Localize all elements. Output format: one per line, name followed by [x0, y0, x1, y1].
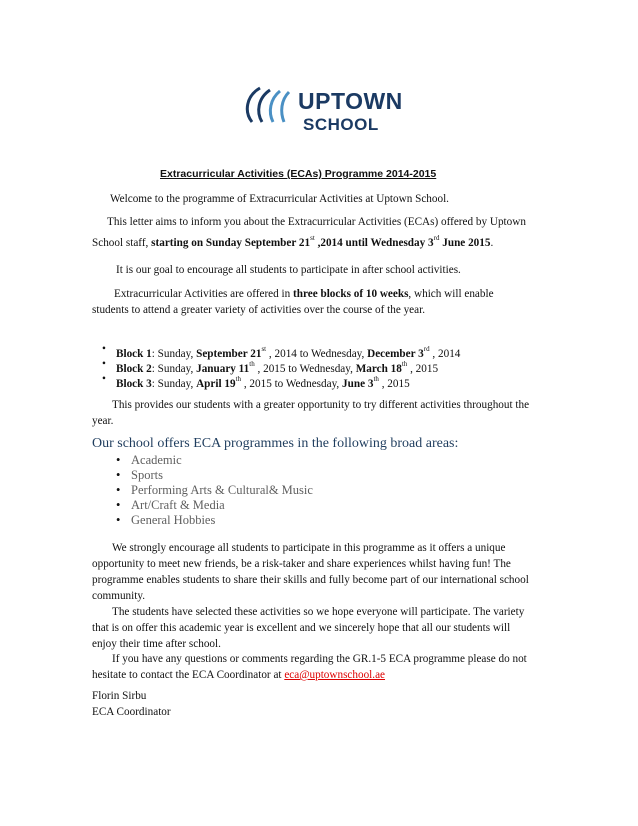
closing-line: programme enables students to share their skills and fully become part of our international school	[92, 574, 529, 586]
opportunity-line-2: year.	[92, 415, 114, 427]
blocks-intro-line-1: Extracurricular Activities are offered in three blocks of 10 weeks, which will enable	[114, 288, 494, 300]
blocks-intro-paragraph	[92, 286, 552, 318]
signature-role: ECA Coordinator	[92, 706, 171, 718]
contact-paragraph	[92, 651, 562, 683]
logo-text-uptown: UPTOWN	[298, 88, 403, 114]
blocks-intro-line-2: students to attend a greater variety of activities over the course of the year.	[92, 304, 426, 316]
area-item: • Sports	[116, 468, 163, 482]
area-item: • Performing Arts & Cultural& Music	[116, 483, 313, 497]
logo-text-school: SCHOOL	[303, 115, 379, 134]
block-item: • Block 3: Sunday, April 19th , 2015 to Wednesday, June 3th , 2015	[102, 373, 410, 390]
contact-line: hesitate to contact the ECA Coordinator at eca@uptownschool.ae	[92, 669, 386, 681]
intro-line-2: School staff, starting on Sunday September 21st ,2014 until Wednesday 3rd June 2015.	[92, 234, 494, 249]
goal-paragraph: It is our goal to encourage all students to participate in after school activities.	[116, 264, 461, 276]
closing-line: opportunity to meet new friends, be a risk-taker and share experiences whilst having fun! The	[92, 558, 511, 570]
bullet-icon: •	[116, 453, 121, 467]
bullet-icon: •	[116, 513, 121, 527]
email-link[interactable]: eca@uptownschool.ae	[284, 669, 386, 681]
page-title: Extracurricular Activities (ECAs) Programme 2014-2015	[160, 168, 437, 180]
bullet-icon: •	[102, 358, 106, 370]
intro-paragraph	[92, 214, 552, 251]
block-item: • Block 1: Sunday, September 21st , 2014 to Wednesday, December 3rd , 2014	[102, 343, 461, 360]
intro-line-1: This letter aims to inform you about the Extracurricular Activities (ECAs) offered by Uptown	[107, 216, 526, 228]
bullet-icon: •	[116, 483, 121, 497]
welcome-paragraph: Welcome to the programme of Extracurricular Activities at Uptown School.	[110, 193, 449, 205]
bullet-icon: •	[102, 343, 106, 355]
closing-line: The students have selected these activities so we hope everyone will participate. The variety	[112, 606, 525, 618]
closing-line: community.	[92, 590, 146, 602]
bullet-icon: •	[116, 468, 121, 482]
bullet-icon: •	[102, 373, 106, 385]
areas-heading: Our school offers ECA programmes in the following broad areas:	[92, 436, 459, 451]
closing-line: We strongly encourage all students to participate in this programme as it offers a unique	[112, 542, 506, 554]
signature	[92, 688, 552, 720]
closing-line: that is on offer this academic year is excellent and we sincerely hope that all our students will	[92, 622, 511, 634]
opportunity-paragraph	[92, 397, 552, 429]
contact-line: If you have any questions or comments regarding the GR.1-5 ECA programme please do not	[112, 653, 527, 665]
closing-paragraph	[92, 540, 562, 652]
bullet-icon: •	[116, 498, 121, 512]
block-item: • Block 2: Sunday, January 11th , 2015 to Wednesday, March 18th , 2015	[102, 358, 439, 375]
opportunity-line-1: This provides our students with a greater opportunity to try different activities throughout the	[112, 399, 530, 411]
closing-line: enjoy their time after school.	[92, 638, 221, 650]
area-item: • General Hobbies	[116, 513, 216, 527]
signature-name: Florin Sirbu	[92, 690, 147, 702]
area-item: • Art/Craft & Media	[116, 498, 225, 512]
area-item: • Academic	[116, 453, 182, 467]
